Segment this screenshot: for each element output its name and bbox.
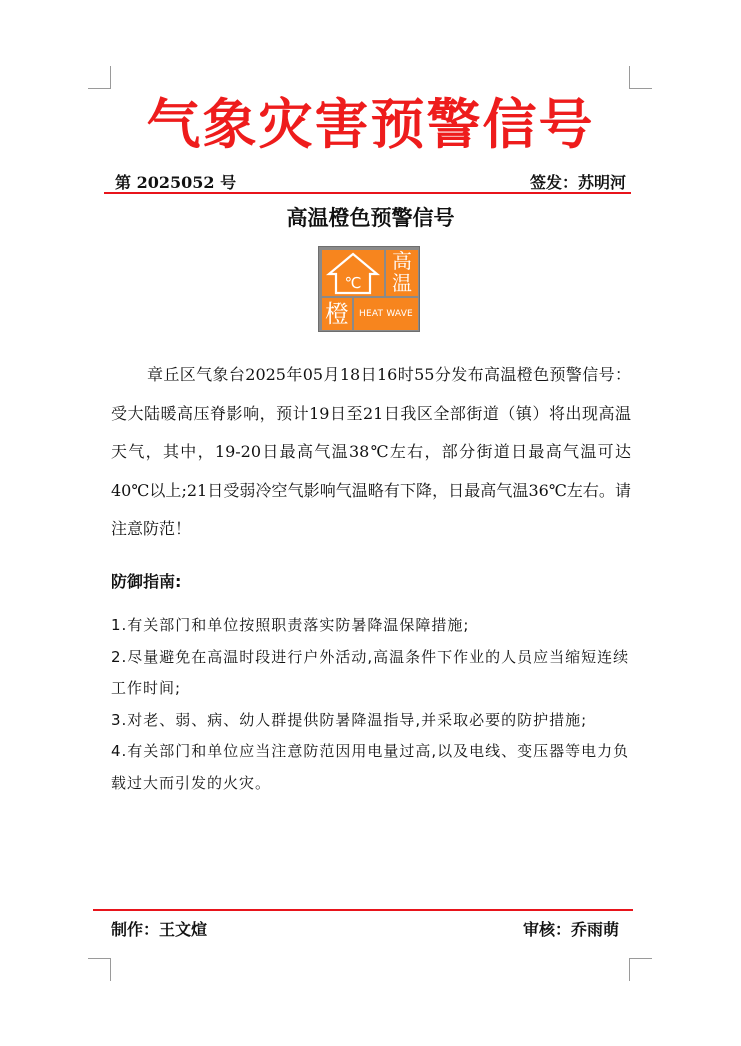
signal-english-label: HEAT WAVE (354, 298, 418, 330)
crop-mark-top-left (88, 66, 111, 89)
reviewer: 审核：乔雨萌 (522, 920, 619, 939)
defense-guide-heading: 防御指南: (111, 572, 182, 591)
signal-title: 高温橙色预警信号 (286, 206, 455, 230)
warning-body-text: 章丘区气象台2025年05月18日16时55分发布高温橙色预警信号：受大陆暖高压脊影响，预计19日至21日我区全部街道（镇）将出现高温天气，其中，19-20日最高气温38℃左右，部分街道日最高气温可达40℃以上;21日受弱冷空气影响气温略有下降，日最高气温36℃左右。请注意防范！ (111, 365, 631, 538)
guide-item: 2.尽量避免在高温时段进行户外活动,高温条件下作业的人员应当缩短连续工作时间; (111, 647, 630, 697)
guide-item: 4.有关部门和单位应当注意防范因用电量过高,以及电线、变压器等电力负载过大而引发的火灾。 (111, 742, 630, 792)
signal-char-2: 温 (392, 271, 412, 295)
defense-guide-list (111, 610, 631, 799)
header-divider (104, 192, 631, 194)
guide-item: 3.对老、弱、病、幼人群提供防暑降温指导,并采取必要的防护措施; (111, 710, 588, 729)
document-title: 气象灾害预警信号 (146, 93, 595, 156)
celsius-symbol: ℃ (344, 274, 362, 292)
guide-item: 1.有关部门和单位按照职责落实防暑降温保障措施; (111, 616, 470, 634)
signer: 签发：苏明河 (529, 173, 626, 192)
header-row (113, 172, 628, 194)
signal-type-chars (386, 250, 418, 296)
footer-divider (93, 909, 633, 911)
thermometer-house-icon (322, 250, 384, 296)
crop-mark-bottom-right (629, 958, 652, 981)
producer: 制作：王文煊 (111, 920, 208, 939)
document-number: 第 2025052 号 (115, 173, 237, 192)
footer-row (111, 918, 619, 942)
heat-wave-orange-signal-icon (318, 246, 420, 332)
signal-level-char: 橙 (322, 298, 352, 330)
signal-char-1: 高 (392, 249, 412, 273)
crop-mark-top-right (629, 66, 652, 89)
crop-mark-bottom-left (88, 958, 111, 981)
